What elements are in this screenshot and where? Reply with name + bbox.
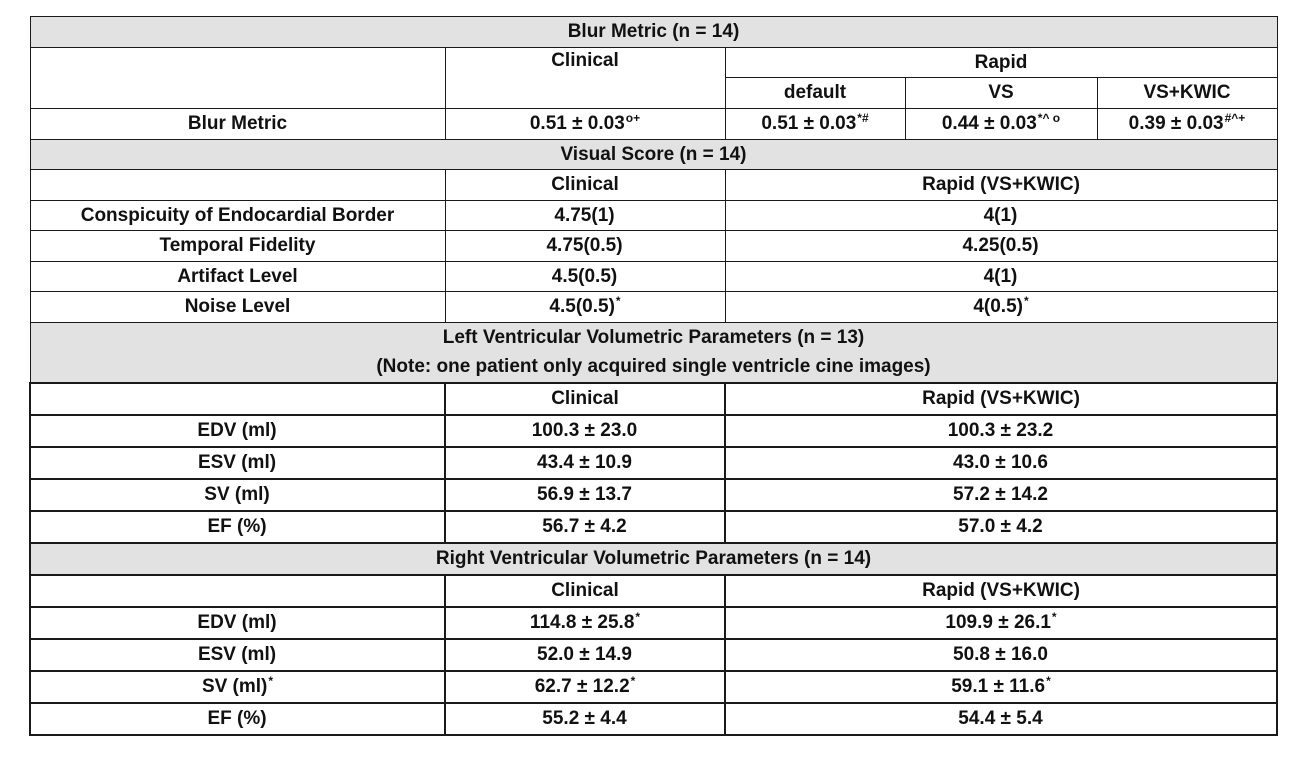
blur-value-clinical: $0.51 \pm 0.03^{o+}$	[445, 109, 725, 140]
lv-rapid-header: Rapid (VS+KWIC)	[725, 383, 1277, 415]
clinical-value: 4.75(1)	[445, 201, 725, 231]
table-row	[30, 479, 1277, 511]
row-label: ESV (ml)	[30, 639, 445, 671]
clinical-value: 62.7 ± 12.2*	[445, 671, 725, 703]
clinical-value: 4.75(0.5)	[445, 231, 725, 262]
table-row	[30, 231, 1277, 262]
rapid-value: 4.25(0.5)	[725, 231, 1277, 262]
table-row	[30, 639, 1277, 671]
clinical-value: 43.4 ± 10.9	[445, 447, 725, 479]
rapid-value: 43.0 ± 10.6	[725, 447, 1277, 479]
blur-subheader-vs-kwic: VS+KWIC	[1097, 78, 1277, 109]
clinical-value: 55.2 ± 4.4	[445, 703, 725, 735]
blur-subheader-vs: VS	[905, 78, 1097, 109]
row-label: Conspicuity of Endocardial Border	[30, 201, 445, 231]
blur-section-title: Blur Metric (n = 14)	[30, 17, 1277, 48]
rapid-value: 54.4 ± 5.4	[725, 703, 1277, 735]
rapid-value: 50.8 ± 16.0	[725, 639, 1277, 671]
rapid-value: 59.1 ± 11.6*	[725, 671, 1277, 703]
lv-section-title: Left Ventricular Volumetric Parameters (n = 13)	[30, 323, 1277, 353]
row-label: SV (ml)	[30, 479, 445, 511]
rapid-value: 57.0 ± 4.2	[725, 511, 1277, 543]
visual-header-empty	[30, 170, 445, 201]
row-label: SV (ml)*	[30, 671, 445, 703]
rv-section-title: Right Ventricular Volumetric Parameters (n = 14)	[30, 543, 1277, 575]
lv-clinical-header: Clinical	[445, 383, 725, 415]
blur-rapid-header: Rapid	[725, 48, 1277, 78]
visual-section-title: Visual Score (n = 14)	[30, 140, 1277, 170]
blur-value-vs: $0.44 \pm 0.03^{*\^{} o}$	[905, 109, 1097, 140]
row-label: ESV (ml)	[30, 447, 445, 479]
rv-header-empty	[30, 575, 445, 607]
lv-section-note: (Note: one patient only acquired single ventricle cine images)	[30, 353, 1277, 383]
table-row	[30, 607, 1277, 639]
clinical-value: 52.0 ± 14.9	[445, 639, 725, 671]
table-row	[30, 703, 1277, 735]
results-table	[29, 16, 1278, 736]
table-row	[30, 447, 1277, 479]
table-row	[30, 292, 1277, 323]
clinical-value: 4.5(0.5)*	[445, 292, 725, 323]
lv-header-empty	[30, 383, 445, 415]
clinical-value: 4.5(0.5)	[445, 262, 725, 292]
row-label: EDV (ml)	[30, 607, 445, 639]
rapid-value: 100.3 ± 23.2	[725, 415, 1277, 447]
blur-value-default: 0.51 ± 0.03*#	[725, 109, 905, 140]
table-row	[30, 511, 1277, 543]
rv-clinical-header: Clinical	[445, 575, 725, 607]
row-label: EF (%)	[30, 511, 445, 543]
rapid-value: 4(1)	[725, 262, 1277, 292]
row-label: EF (%)	[30, 703, 445, 735]
blur-clinical-header: Clinical	[445, 48, 725, 109]
rapid-value: 57.2 ± 14.2	[725, 479, 1277, 511]
blur-row-label: Blur Metric	[30, 109, 445, 140]
clinical-value: 114.8 ± 25.8*	[445, 607, 725, 639]
clinical-value: 56.9 ± 13.7	[445, 479, 725, 511]
table-row	[30, 671, 1277, 703]
table-row	[30, 201, 1277, 231]
clinical-value: 100.3 ± 23.0	[445, 415, 725, 447]
row-label: Noise Level	[30, 292, 445, 323]
blur-subheader-default: default	[725, 78, 905, 109]
rapid-value: 4(1)	[725, 201, 1277, 231]
rapid-value: 109.9 ± 26.1*	[725, 607, 1277, 639]
visual-clinical-header: Clinical	[445, 170, 725, 201]
visual-rapid-header: Rapid (VS+KWIC)	[725, 170, 1277, 201]
blur-header-empty	[30, 48, 445, 109]
row-label: EDV (ml)	[30, 415, 445, 447]
clinical-value: 56.7 ± 4.2	[445, 511, 725, 543]
rv-rapid-header: Rapid (VS+KWIC)	[725, 575, 1277, 607]
table-row	[30, 415, 1277, 447]
row-label: Temporal Fidelity	[30, 231, 445, 262]
table-row	[30, 262, 1277, 292]
row-label: Artifact Level	[30, 262, 445, 292]
blur-value-vs-kwic: 0.39 ± 0.03#^+	[1097, 109, 1277, 140]
rapid-value: 4(0.5)*	[725, 292, 1277, 323]
